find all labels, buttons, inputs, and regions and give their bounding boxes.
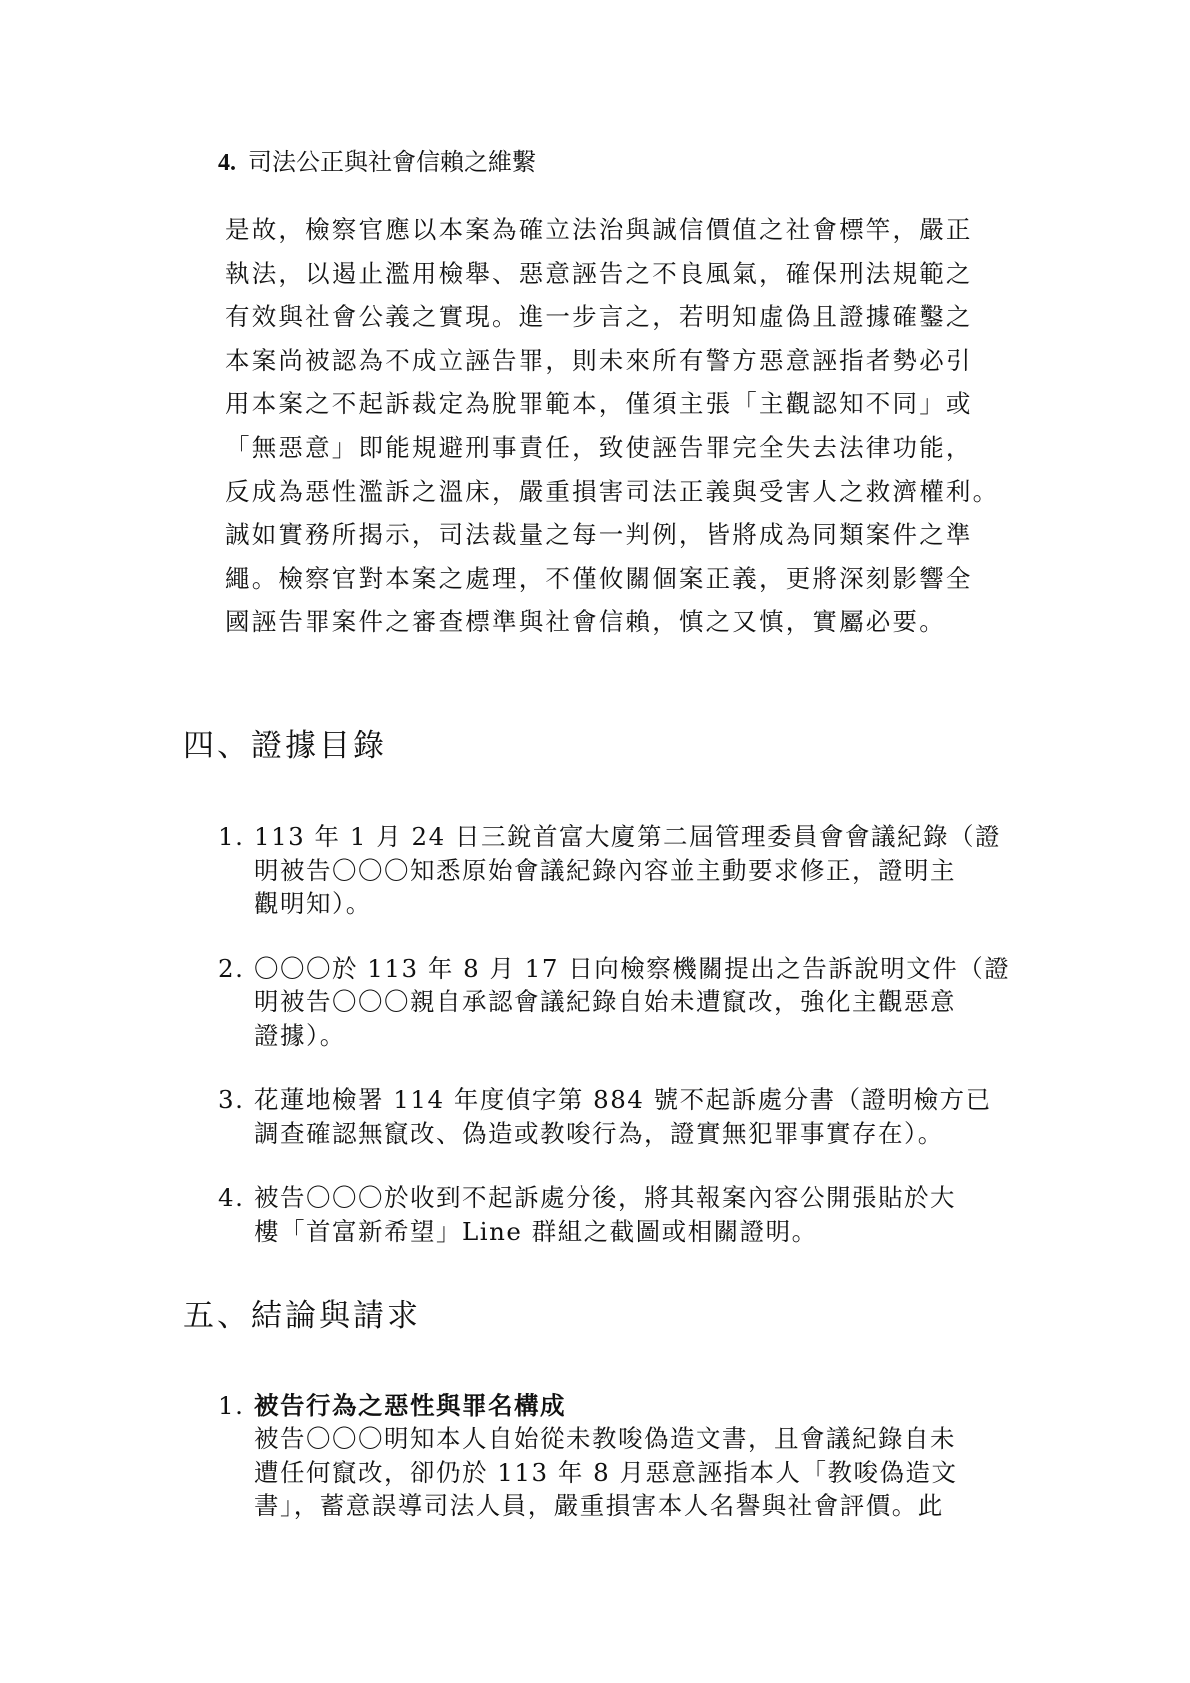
evidence-item <box>218 952 1018 1053</box>
evidence-item-line: 花蓮地檢署 114 年度偵字第 884 號不起訴處分書（證明檢方已 <box>254 1085 992 1114</box>
paragraph-line: 繩。檢察官對本案之處理，不僅攸關個案正義，更將深刻影響全 <box>225 563 973 593</box>
paragraph-line: 本案尚被認為不成立誣告罪，則未來所有警方惡意誣指者勢必引 <box>225 345 973 375</box>
conclusion-item <box>218 1389 1018 1522</box>
evidence-item-line: 觀明知）。 <box>254 889 372 918</box>
evidence-item-line: 調查確認無竄改、偽造或教唆行為，證實無犯罪事實存在）。 <box>254 1118 944 1148</box>
evidence-item-line: 明被告〇〇〇親自承認會議紀錄自始未遭竄改，強化主觀惡意 <box>254 987 956 1016</box>
subheading <box>218 144 536 181</box>
paragraph-line: 誠如實務所揭示，司法裁量之每一判例，皆將成為同類案件之準 <box>225 520 973 550</box>
conclusion-item-title: 被告行為之惡性與罪名構成 <box>254 1391 566 1420</box>
evidence-item-line: 明被告〇〇〇知悉原始會議紀錄內容並主動要求修正，證明主 <box>254 855 956 885</box>
paragraph-line: 執法，以遏止濫用檢舉、惡意誣告之不良風氣，確保刑法規範之 <box>225 258 973 288</box>
conclusion-item-number: 1. <box>218 1391 245 1420</box>
paragraph-line: 有效與社會公義之實現。進一步言之，若明知虛偽且證據確鑿之 <box>225 302 973 332</box>
conclusion-item-line: 被告〇〇〇明知本人自始從未教唆偽造文書，且會議紀錄自未 <box>254 1424 956 1454</box>
paragraph-line: 「無惡意」即能規避刑事責任，致使誣告罪完全失去法律功能， <box>225 432 973 462</box>
evidence-item-line: 被告〇〇〇於收到不起訴處分後，將其報案內容公開張貼於大 <box>254 1183 956 1212</box>
evidence-item-number: 3. <box>218 1085 245 1114</box>
paragraph-line: 用本案之不起訴裁定為脫罪範本，僅須主張「主觀認知不同」或 <box>225 389 973 419</box>
conclusion-item-line: 書」，蓄意誤導司法人員，嚴重損害本人名譽與社會評價。此 <box>254 1490 944 1520</box>
paragraph-line: 反成為惡性濫訴之溫床，嚴重損害司法正義與受害人之救濟權利。 <box>225 476 1000 506</box>
evidence-item <box>218 1181 1018 1248</box>
paragraph-line: 是故，檢察官應以本案為確立法治與誠信價值之社會標竿，嚴正 <box>225 215 973 244</box>
evidence-item-number: 1. <box>218 822 245 851</box>
section-heading-evidence: 四、證據目錄 <box>183 728 387 764</box>
subheading-text: 司法公正與社會信賴之維繫 <box>248 148 536 176</box>
body-paragraph <box>225 208 1015 644</box>
evidence-item <box>218 1083 1018 1150</box>
conclusion-item-line: 遭任何竄改，卻仍於 113 年 8 月惡意誣指本人「教唆偽造文 <box>254 1457 958 1487</box>
evidence-item-line: 證據）。 <box>254 1020 346 1050</box>
evidence-item-number: 2. <box>218 953 245 983</box>
evidence-list <box>218 820 1018 1279</box>
evidence-item-line: 樓「首富新希望」Line 群組之截圖或相關證明。 <box>254 1216 818 1246</box>
evidence-item-line: 〇〇〇於 113 年 8 月 17 日向檢察機關提出之告訴說明文件（證 <box>254 953 1011 983</box>
evidence-item <box>218 820 1018 921</box>
evidence-item-number: 4. <box>218 1183 245 1212</box>
evidence-item-line: 113 年 1 月 24 日三銳首富大廈第二屆管理委員會會議紀錄（證 <box>254 822 1001 851</box>
conclusion-list <box>218 1389 1018 1522</box>
paragraph-line: 國誣告罪案件之審查標準與社會信賴，慎之又慎，實屬必要。 <box>225 607 946 637</box>
section-heading-conclusion: 五、結論與請求 <box>183 1298 421 1334</box>
subheading-number: 4. <box>218 150 236 176</box>
